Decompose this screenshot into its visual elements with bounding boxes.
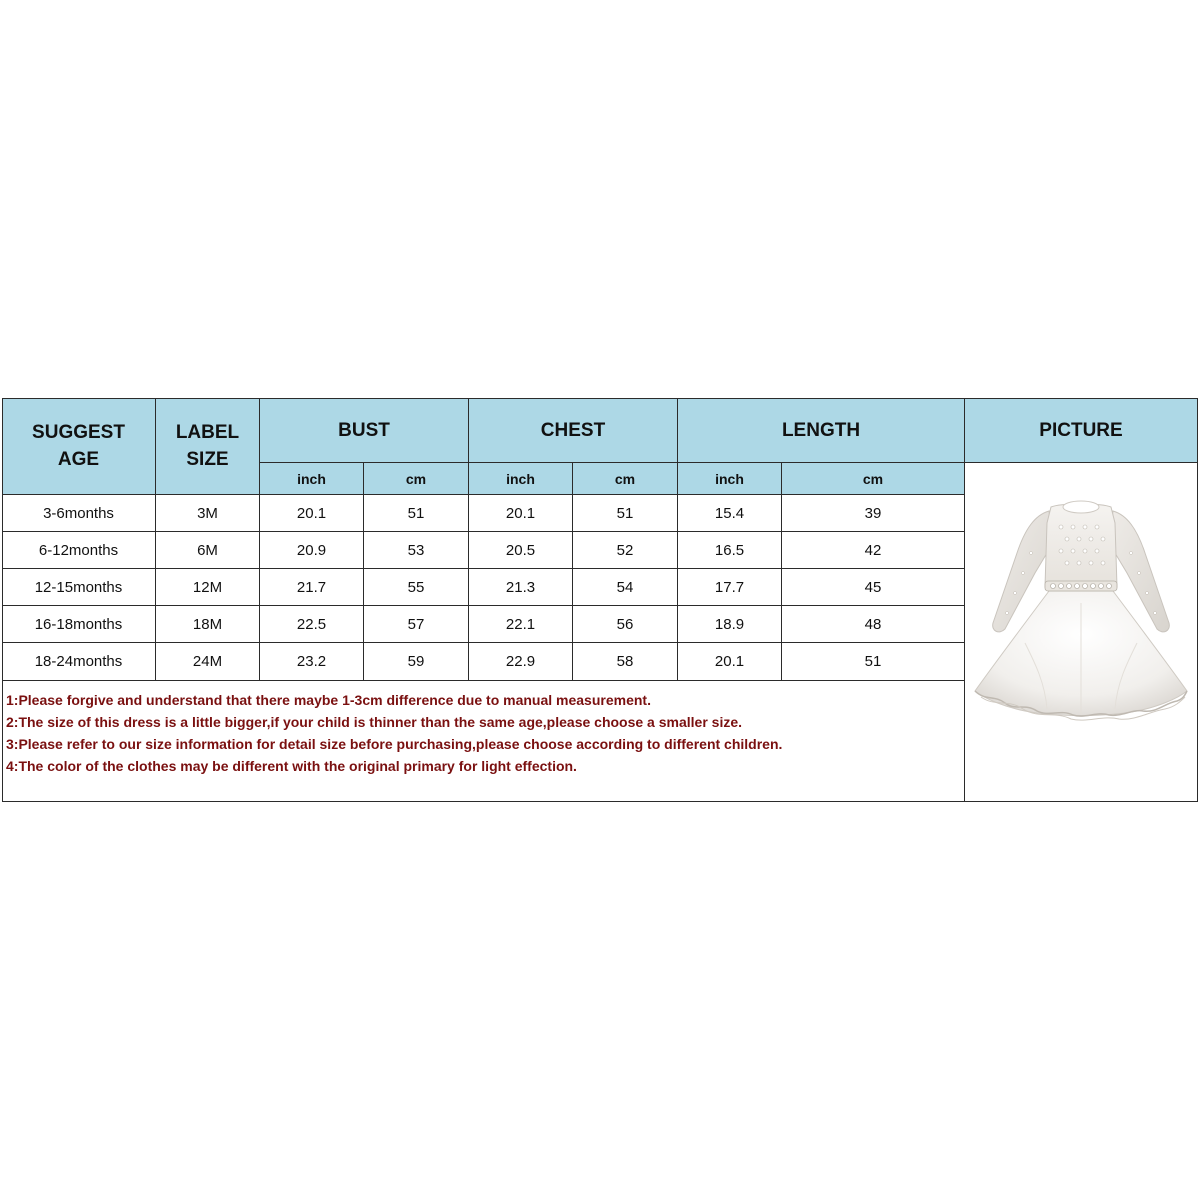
header-picture (965, 398, 1198, 463)
cell-size: 6M (156, 532, 260, 569)
note-line: 2:The size of this dress is a little bigger,if your child is thinner than the same age,please choose a smaller size. (6, 714, 743, 730)
cell-age: 12-15months (2, 569, 156, 606)
unit-length-cm: cm (782, 463, 965, 495)
unit-length-inch: inch (678, 463, 782, 495)
header-length-label: LENGTH (781, 419, 861, 441)
cell-bust-inch: 20.9 (260, 532, 364, 569)
cell-length-cm: 51 (782, 643, 965, 681)
header-bust-label: BUST (338, 419, 390, 441)
cell-size: 3M (156, 495, 260, 532)
cell-age: 6-12months (2, 532, 156, 569)
dress-illustration-icon (965, 463, 1197, 801)
header-label-size (156, 398, 260, 495)
cell-size: 24M (156, 643, 260, 681)
cell-chest-cm: 52 (573, 532, 678, 569)
header-bust (260, 398, 469, 463)
note-line: 1:Please forgive and understand that there maybe 1-3cm difference due to manual measurement. (6, 692, 651, 708)
notes-block (2, 681, 965, 802)
header-label-size-line2: SIZE (186, 449, 229, 470)
cell-chest-inch: 20.5 (469, 532, 573, 569)
header-suggest-age (2, 398, 156, 495)
cell-length-cm: 48 (782, 606, 965, 643)
unit-bust-inch: inch (260, 463, 364, 495)
cell-chest-inch: 21.3 (469, 569, 573, 606)
cell-age: 3-6months (2, 495, 156, 532)
cell-bust-cm: 53 (364, 532, 469, 569)
cell-length-inch: 15.4 (678, 495, 782, 532)
cell-chest-cm: 51 (573, 495, 678, 532)
cell-age: 18-24months (2, 643, 156, 681)
size-chart (2, 398, 1198, 802)
header-label-size-line1: LABEL (175, 422, 240, 443)
header-picture-label: PICTURE (1039, 419, 1123, 441)
cell-bust-inch: 23.2 (260, 643, 364, 681)
cell-length-inch: 17.7 (678, 569, 782, 606)
header-chest-label: CHEST (540, 419, 606, 441)
cell-bust-inch: 20.1 (260, 495, 364, 532)
cell-chest-inch: 20.1 (469, 495, 573, 532)
header-suggest-age-line2: AGE (57, 449, 100, 470)
cell-age: 16-18months (2, 606, 156, 643)
cell-chest-cm: 58 (573, 643, 678, 681)
cell-bust-inch: 22.5 (260, 606, 364, 643)
cell-length-cm: 42 (782, 532, 965, 569)
cell-length-inch: 20.1 (678, 643, 782, 681)
picture-cell (965, 463, 1198, 802)
cell-length-cm: 45 (782, 569, 965, 606)
cell-bust-cm: 57 (364, 606, 469, 643)
cell-bust-cm: 59 (364, 643, 469, 681)
cell-bust-cm: 51 (364, 495, 469, 532)
cell-chest-cm: 56 (573, 606, 678, 643)
unit-chest-inch: inch (469, 463, 573, 495)
cell-length-inch: 16.5 (678, 532, 782, 569)
unit-bust-cm: cm (364, 463, 469, 495)
cell-chest-inch: 22.9 (469, 643, 573, 681)
cell-bust-cm: 55 (364, 569, 469, 606)
cell-size: 12M (156, 569, 260, 606)
header-suggest-age-line1: SUGGEST (32, 422, 125, 443)
cell-bust-inch: 21.7 (260, 569, 364, 606)
cell-length-cm: 39 (782, 495, 965, 532)
cell-chest-cm: 54 (573, 569, 678, 606)
note-line: 3:Please refer to our size information for detail size before purchasing,please choose according to different children. (6, 736, 783, 752)
unit-chest-cm: cm (573, 463, 678, 495)
cell-size: 18M (156, 606, 260, 643)
header-chest (469, 398, 678, 463)
cell-length-inch: 18.9 (678, 606, 782, 643)
note-line: 4:The color of the clothes may be different with the original primary for light effection. (6, 758, 577, 774)
header-length (678, 398, 965, 463)
cell-chest-inch: 22.1 (469, 606, 573, 643)
